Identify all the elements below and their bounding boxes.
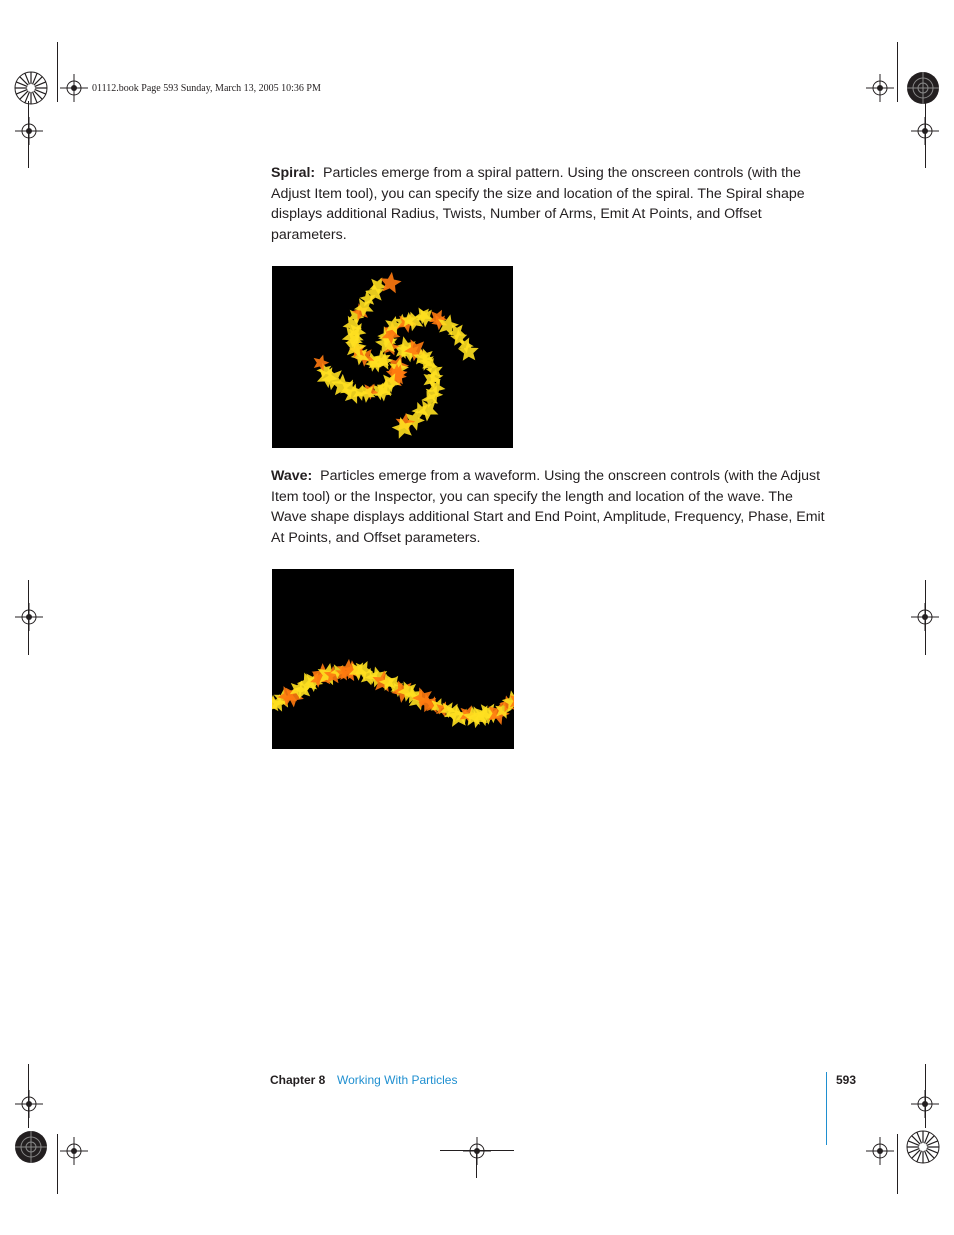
footer-chapter-title: Working With Particles (337, 1073, 458, 1087)
trim-line (28, 1064, 29, 1128)
trim-line (28, 101, 29, 168)
crosshair-icon (15, 603, 43, 631)
crosshair-icon (60, 1137, 88, 1165)
trim-line (440, 1150, 514, 1151)
crosshair-icon (60, 74, 88, 102)
spiral-figure (272, 266, 513, 448)
trim-line (57, 42, 58, 102)
crosshair-icon (866, 74, 894, 102)
trim-line (28, 580, 29, 655)
spiral-term: Spiral: (271, 165, 316, 181)
trim-line (57, 1134, 58, 1194)
trim-line (897, 42, 898, 102)
slug-line: 01112.book Page 593 Sunday, March 13, 2005 10:36 PM (92, 83, 321, 94)
trim-line (925, 580, 926, 655)
wave-text: Particles emerge from a waveform. Using the onscreen controls (with the Adjust Item tool) or the Inspector, you can specify the length and location of the wave. The Wave shape displays additional Start and End Point, Amplitude, Frequency, Phase, Emit At Points, and Offset parameters. (271, 468, 825, 546)
crosshair-icon (15, 1090, 43, 1118)
crosshair-icon (463, 1137, 491, 1165)
page-number: 593 (836, 1073, 857, 1087)
registration-target-icon (906, 1130, 940, 1164)
trim-line (925, 1064, 926, 1128)
wave-term: Wave: (271, 468, 313, 484)
particle-star (458, 341, 479, 361)
spiral-description (271, 163, 831, 245)
registration-target-icon (14, 1130, 48, 1164)
trim-line (476, 1150, 477, 1178)
footer-chapter: Chapter 8 (270, 1073, 326, 1087)
trim-line (897, 1134, 898, 1194)
spiral-text: Particles emerge from a spiral pattern. Using the onscreen controls (with the Adjust Item tool), you can specify the size and location of the spiral. The Spiral shape displays additional Radius, Twists, Number of Arms, Emit At Points, and Offset parameters. (271, 165, 805, 243)
registration-target-icon (906, 71, 940, 105)
wave-description (271, 466, 831, 548)
particle-star (380, 272, 402, 293)
wave-figure (272, 569, 514, 749)
footer-divider (826, 1072, 827, 1145)
crosshair-icon (866, 1137, 894, 1165)
crosshair-icon (15, 117, 43, 145)
registration-target-icon (14, 71, 48, 105)
trim-line (925, 101, 926, 168)
